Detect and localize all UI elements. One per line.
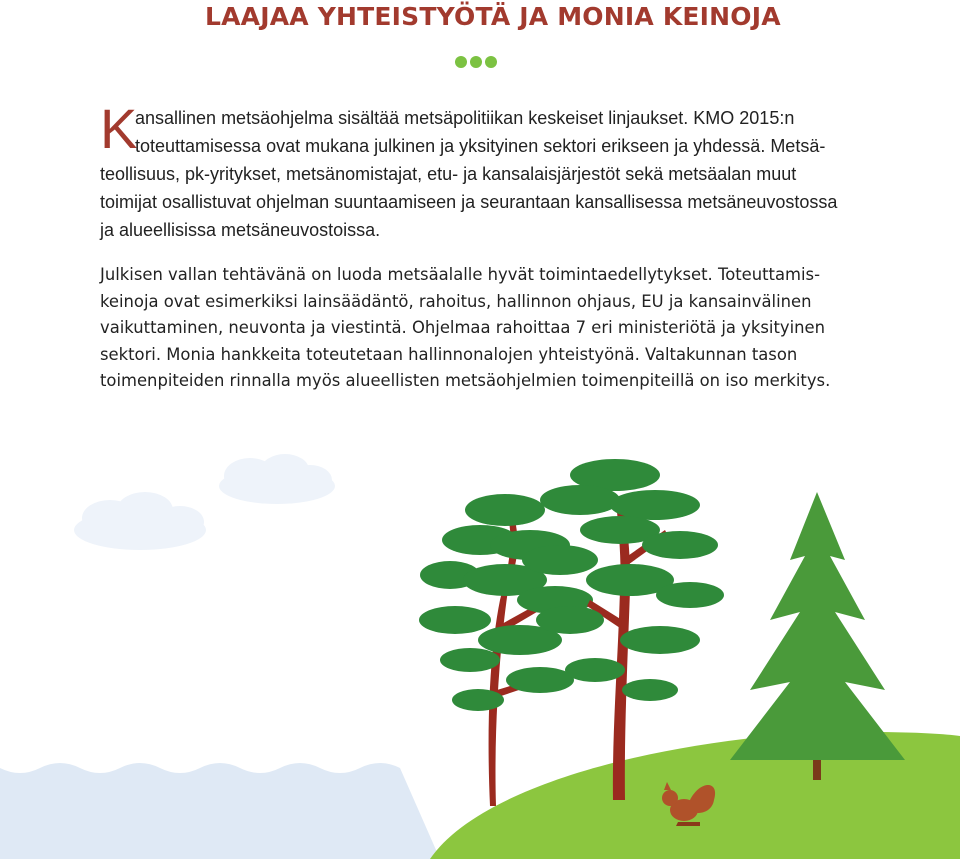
paragraph-line: toimenpiteiden rinnalla myös alueellisten metsäohjelmien toimenpiteillä on iso merkitys. bbox=[100, 371, 831, 390]
paragraph-line: keinoja ovat esimerkiksi lainsäädäntö, rahoitus, hallinnon ohjaus, EU ja kansainvälinen bbox=[100, 291, 812, 311]
page-title: LAAJAA YHTEISTYÖTÄ JA MONIA KEINOJA bbox=[205, 2, 781, 31]
pine-tree-icon bbox=[419, 494, 593, 806]
intro-line: toimijat osallistuvat ohjelman suuntaamiseen ja seurantaan kansallisessa metsäneuvostossa bbox=[100, 192, 838, 212]
paragraph-line: vaikuttaminen, neuvonta ja viestintä. Ohjelmaa rahoittaa 7 eri ministeriötä ja yksityinen bbox=[100, 318, 825, 337]
cloud-icon bbox=[219, 454, 335, 504]
paragraph-line: sektori. Monia hankkeita toteutetaan hallinnonalojen yhteistyönä. Valtakunnan tason bbox=[100, 344, 798, 364]
water bbox=[0, 763, 440, 859]
intro-line: ansallinen metsäohjelma sisältää metsäpolitiikan keskeiset linjaukset. KMO 2015:n bbox=[135, 108, 795, 128]
paragraph-line: Julkisen vallan tehtävänä on luoda metsäalalle hyvät toimintaedellytykset. Toteuttamis- bbox=[100, 265, 821, 284]
cloud-icon bbox=[74, 492, 206, 550]
intro-line: ja alueellisissa metsäneuvostoissa. bbox=[100, 220, 381, 240]
drop-cap: K bbox=[100, 97, 138, 160]
intro-line: teollisuus, pk-yritykset, metsänomistajat, etu- ja kansalaisjärjestöt sekä metsäalan muut bbox=[100, 164, 797, 184]
intro-line: toteuttamisessa ovat mukana julkinen ja yksityinen sektori erikseen ja yhdessä. Metsä- bbox=[135, 136, 826, 156]
spruce-tree-icon bbox=[730, 492, 905, 780]
